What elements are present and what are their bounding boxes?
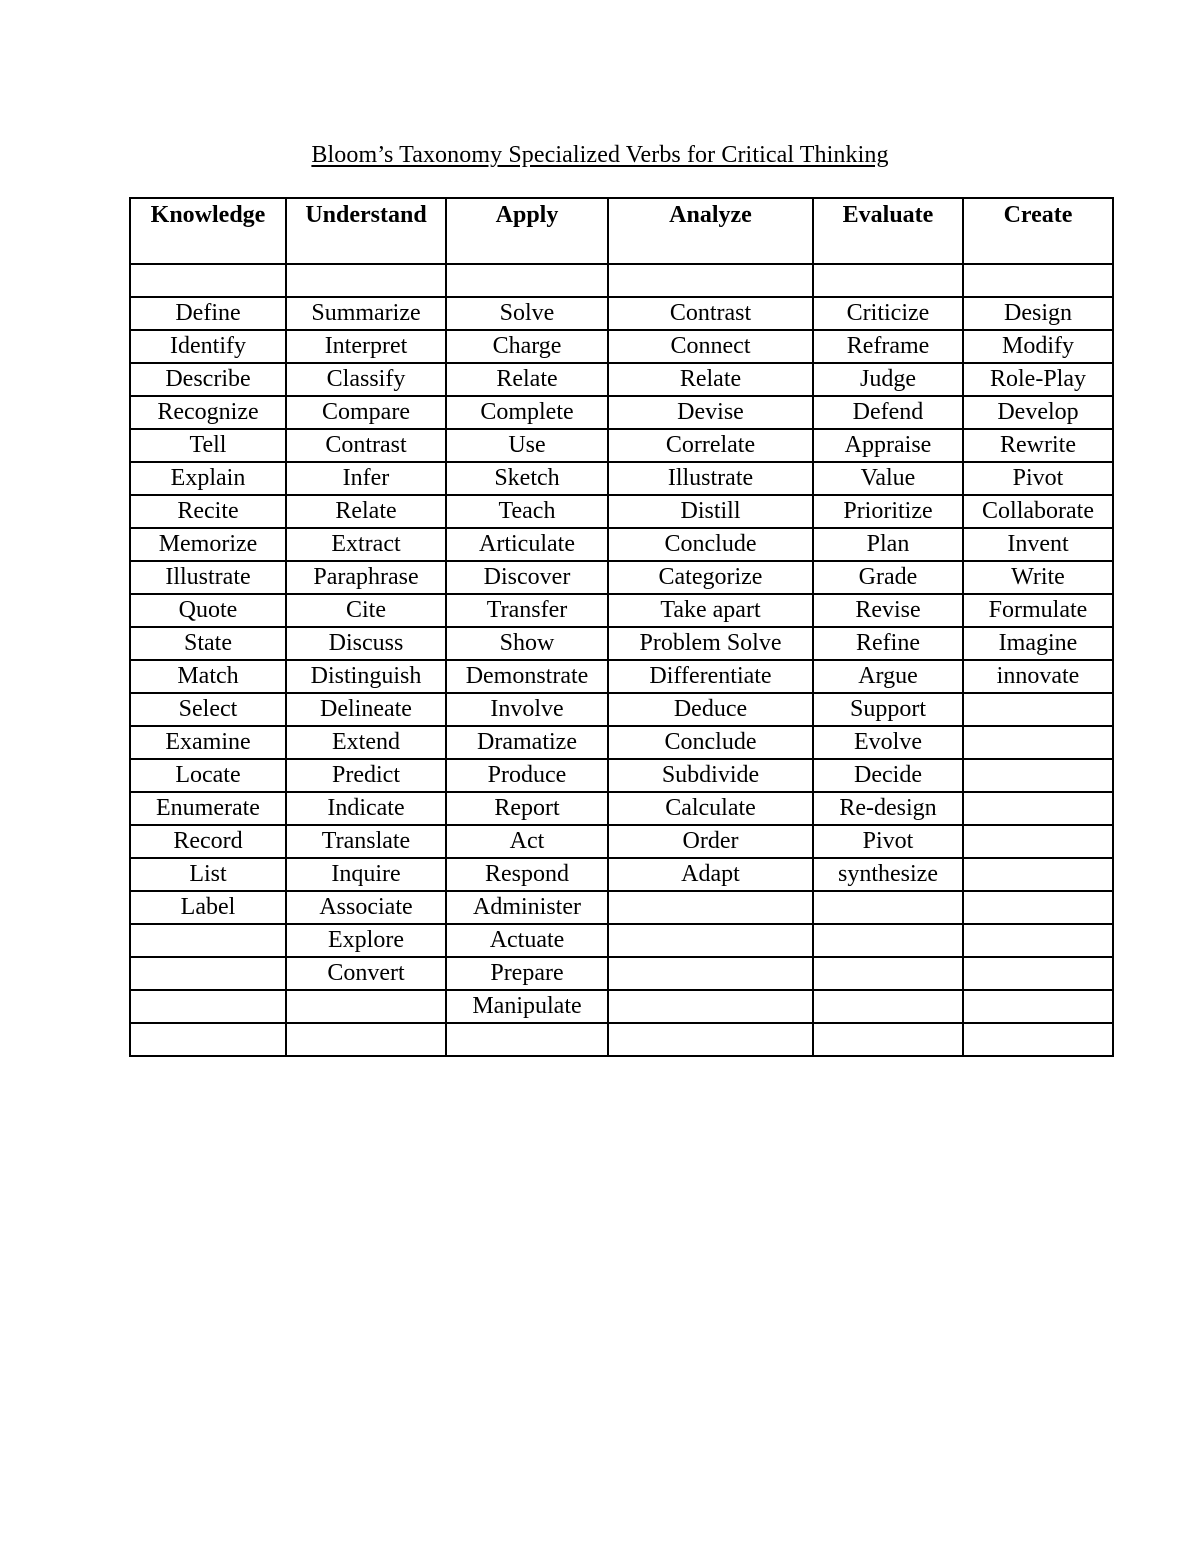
cell-analyze	[608, 1023, 813, 1056]
cell-knowledge: List	[130, 858, 286, 891]
column-header-analyze: Analyze	[608, 198, 813, 264]
cell-apply: Teach	[446, 495, 608, 528]
cell-understand: Translate	[286, 825, 446, 858]
cell-create: Formulate	[963, 594, 1113, 627]
cell-evaluate: Judge	[813, 363, 963, 396]
cell-evaluate: Argue	[813, 660, 963, 693]
table-row	[130, 462, 1113, 495]
table-row	[130, 429, 1113, 462]
cell-create: Role-Play	[963, 363, 1113, 396]
cell-analyze: Take apart	[608, 594, 813, 627]
cell-apply: Administer	[446, 891, 608, 924]
cell-evaluate: Plan	[813, 528, 963, 561]
verbs-table	[129, 197, 1114, 1057]
table-row	[130, 726, 1113, 759]
cell-evaluate: Refine	[813, 627, 963, 660]
cell-understand: Compare	[286, 396, 446, 429]
cell-evaluate: Defend	[813, 396, 963, 429]
cell-create: Pivot	[963, 462, 1113, 495]
cell-apply: Charge	[446, 330, 608, 363]
cell-create	[963, 693, 1113, 726]
cell-apply: Demonstrate	[446, 660, 608, 693]
cell-apply: Manipulate	[446, 990, 608, 1023]
table-row	[130, 495, 1113, 528]
cell-knowledge: Quote	[130, 594, 286, 627]
cell-create: Write	[963, 561, 1113, 594]
cell-analyze: Relate	[608, 363, 813, 396]
cell-knowledge	[130, 957, 286, 990]
cell-create	[963, 990, 1113, 1023]
cell-create: Collaborate	[963, 495, 1113, 528]
cell-understand: Cite	[286, 594, 446, 627]
page-title: Bloom’s Taxonomy Specialized Verbs for Critical Thinking	[311, 142, 889, 168]
cell-create: Develop	[963, 396, 1113, 429]
cell-analyze: Illustrate	[608, 462, 813, 495]
table-row	[130, 330, 1113, 363]
cell-evaluate	[813, 264, 963, 297]
cell-create	[963, 858, 1113, 891]
cell-create	[963, 264, 1113, 297]
table-row	[130, 693, 1113, 726]
cell-create: Rewrite	[963, 429, 1113, 462]
cell-evaluate: Value	[813, 462, 963, 495]
cell-analyze	[608, 891, 813, 924]
cell-analyze: Categorize	[608, 561, 813, 594]
cell-evaluate	[813, 957, 963, 990]
cell-understand: Inquire	[286, 858, 446, 891]
cell-analyze: Deduce	[608, 693, 813, 726]
cell-understand	[286, 990, 446, 1023]
cell-apply: Use	[446, 429, 608, 462]
cell-understand: Convert	[286, 957, 446, 990]
cell-knowledge: Label	[130, 891, 286, 924]
cell-knowledge: State	[130, 627, 286, 660]
cell-knowledge: Identify	[130, 330, 286, 363]
cell-evaluate	[813, 1023, 963, 1056]
cell-knowledge: Memorize	[130, 528, 286, 561]
cell-apply: Involve	[446, 693, 608, 726]
table-body	[130, 264, 1113, 1056]
table-row	[130, 891, 1113, 924]
cell-understand	[286, 264, 446, 297]
cell-knowledge: Illustrate	[130, 561, 286, 594]
cell-understand: Extend	[286, 726, 446, 759]
cell-create: Invent	[963, 528, 1113, 561]
cell-apply: Solve	[446, 297, 608, 330]
cell-create	[963, 792, 1113, 825]
cell-evaluate: Prioritize	[813, 495, 963, 528]
cell-apply: Sketch	[446, 462, 608, 495]
cell-create: Imagine	[963, 627, 1113, 660]
column-header-evaluate: Evaluate	[813, 198, 963, 264]
cell-create	[963, 924, 1113, 957]
table-row	[130, 561, 1113, 594]
cell-knowledge: Define	[130, 297, 286, 330]
table-row	[130, 264, 1113, 297]
table-row	[130, 396, 1113, 429]
cell-apply: Relate	[446, 363, 608, 396]
cell-knowledge: Match	[130, 660, 286, 693]
cell-evaluate: Appraise	[813, 429, 963, 462]
table-row	[130, 297, 1113, 330]
cell-knowledge: Locate	[130, 759, 286, 792]
cell-understand: Associate	[286, 891, 446, 924]
cell-knowledge: Explain	[130, 462, 286, 495]
cell-understand: Relate	[286, 495, 446, 528]
cell-evaluate: synthesize	[813, 858, 963, 891]
cell-knowledge: Recognize	[130, 396, 286, 429]
cell-analyze: Order	[608, 825, 813, 858]
cell-create: Modify	[963, 330, 1113, 363]
cell-evaluate: Reframe	[813, 330, 963, 363]
cell-understand: Summarize	[286, 297, 446, 330]
cell-analyze: Contrast	[608, 297, 813, 330]
cell-apply: Complete	[446, 396, 608, 429]
cell-knowledge	[130, 990, 286, 1023]
cell-analyze: Differentiate	[608, 660, 813, 693]
cell-evaluate: Pivot	[813, 825, 963, 858]
cell-analyze: Adapt	[608, 858, 813, 891]
cell-analyze: Distill	[608, 495, 813, 528]
cell-apply: Produce	[446, 759, 608, 792]
cell-understand: Delineate	[286, 693, 446, 726]
table-row	[130, 528, 1113, 561]
table-row	[130, 627, 1113, 660]
cell-apply: Show	[446, 627, 608, 660]
column-header-apply: Apply	[446, 198, 608, 264]
cell-understand: Contrast	[286, 429, 446, 462]
cell-analyze: Connect	[608, 330, 813, 363]
cell-apply	[446, 1023, 608, 1056]
cell-apply: Discover	[446, 561, 608, 594]
cell-knowledge: Examine	[130, 726, 286, 759]
cell-knowledge: Tell	[130, 429, 286, 462]
cell-understand	[286, 1023, 446, 1056]
cell-analyze: Subdivide	[608, 759, 813, 792]
cell-knowledge: Recite	[130, 495, 286, 528]
cell-apply: Transfer	[446, 594, 608, 627]
cell-analyze: Correlate	[608, 429, 813, 462]
cell-analyze: Conclude	[608, 528, 813, 561]
cell-apply: Dramatize	[446, 726, 608, 759]
cell-understand: Explore	[286, 924, 446, 957]
cell-analyze	[608, 990, 813, 1023]
cell-understand: Interpret	[286, 330, 446, 363]
column-header-create: Create	[963, 198, 1113, 264]
cell-understand: Paraphrase	[286, 561, 446, 594]
cell-apply: Respond	[446, 858, 608, 891]
cell-evaluate	[813, 891, 963, 924]
cell-apply: Act	[446, 825, 608, 858]
cell-apply	[446, 264, 608, 297]
cell-evaluate: Support	[813, 693, 963, 726]
cell-understand: Classify	[286, 363, 446, 396]
cell-create: Design	[963, 297, 1113, 330]
cell-understand: Distinguish	[286, 660, 446, 693]
cell-evaluate: Evolve	[813, 726, 963, 759]
cell-apply: Prepare	[446, 957, 608, 990]
cell-evaluate	[813, 990, 963, 1023]
table-row	[130, 825, 1113, 858]
cell-evaluate: Revise	[813, 594, 963, 627]
header-row	[130, 198, 1113, 264]
table-row	[130, 957, 1113, 990]
table-row	[130, 858, 1113, 891]
cell-evaluate: Grade	[813, 561, 963, 594]
cell-analyze	[608, 957, 813, 990]
cell-knowledge	[130, 924, 286, 957]
cell-create	[963, 891, 1113, 924]
column-header-knowledge: Knowledge	[130, 198, 286, 264]
cell-apply: Actuate	[446, 924, 608, 957]
cell-create	[963, 1023, 1113, 1056]
cell-apply: Articulate	[446, 528, 608, 561]
cell-evaluate: Re-design	[813, 792, 963, 825]
cell-understand: Discuss	[286, 627, 446, 660]
cell-knowledge	[130, 1023, 286, 1056]
cell-analyze: Conclude	[608, 726, 813, 759]
cell-analyze: Problem Solve	[608, 627, 813, 660]
cell-understand: Infer	[286, 462, 446, 495]
table-row	[130, 759, 1113, 792]
cell-evaluate: Decide	[813, 759, 963, 792]
table-row	[130, 924, 1113, 957]
cell-apply: Report	[446, 792, 608, 825]
cell-create	[963, 957, 1113, 990]
cell-create	[963, 759, 1113, 792]
cell-analyze: Devise	[608, 396, 813, 429]
cell-evaluate	[813, 924, 963, 957]
cell-analyze: Calculate	[608, 792, 813, 825]
cell-understand: Extract	[286, 528, 446, 561]
table-row	[130, 363, 1113, 396]
cell-analyze	[608, 924, 813, 957]
table-row	[130, 660, 1113, 693]
cell-understand: Predict	[286, 759, 446, 792]
column-header-understand: Understand	[286, 198, 446, 264]
cell-understand: Indicate	[286, 792, 446, 825]
table-row	[130, 594, 1113, 627]
cell-analyze	[608, 264, 813, 297]
cell-create	[963, 825, 1113, 858]
cell-knowledge: Enumerate	[130, 792, 286, 825]
cell-knowledge: Describe	[130, 363, 286, 396]
cell-create	[963, 726, 1113, 759]
table-row	[130, 792, 1113, 825]
table-row	[130, 1023, 1113, 1056]
cell-knowledge: Select	[130, 693, 286, 726]
table-row	[130, 990, 1113, 1023]
cell-knowledge	[130, 264, 286, 297]
cell-knowledge: Record	[130, 825, 286, 858]
cell-evaluate: Criticize	[813, 297, 963, 330]
cell-create: innovate	[963, 660, 1113, 693]
